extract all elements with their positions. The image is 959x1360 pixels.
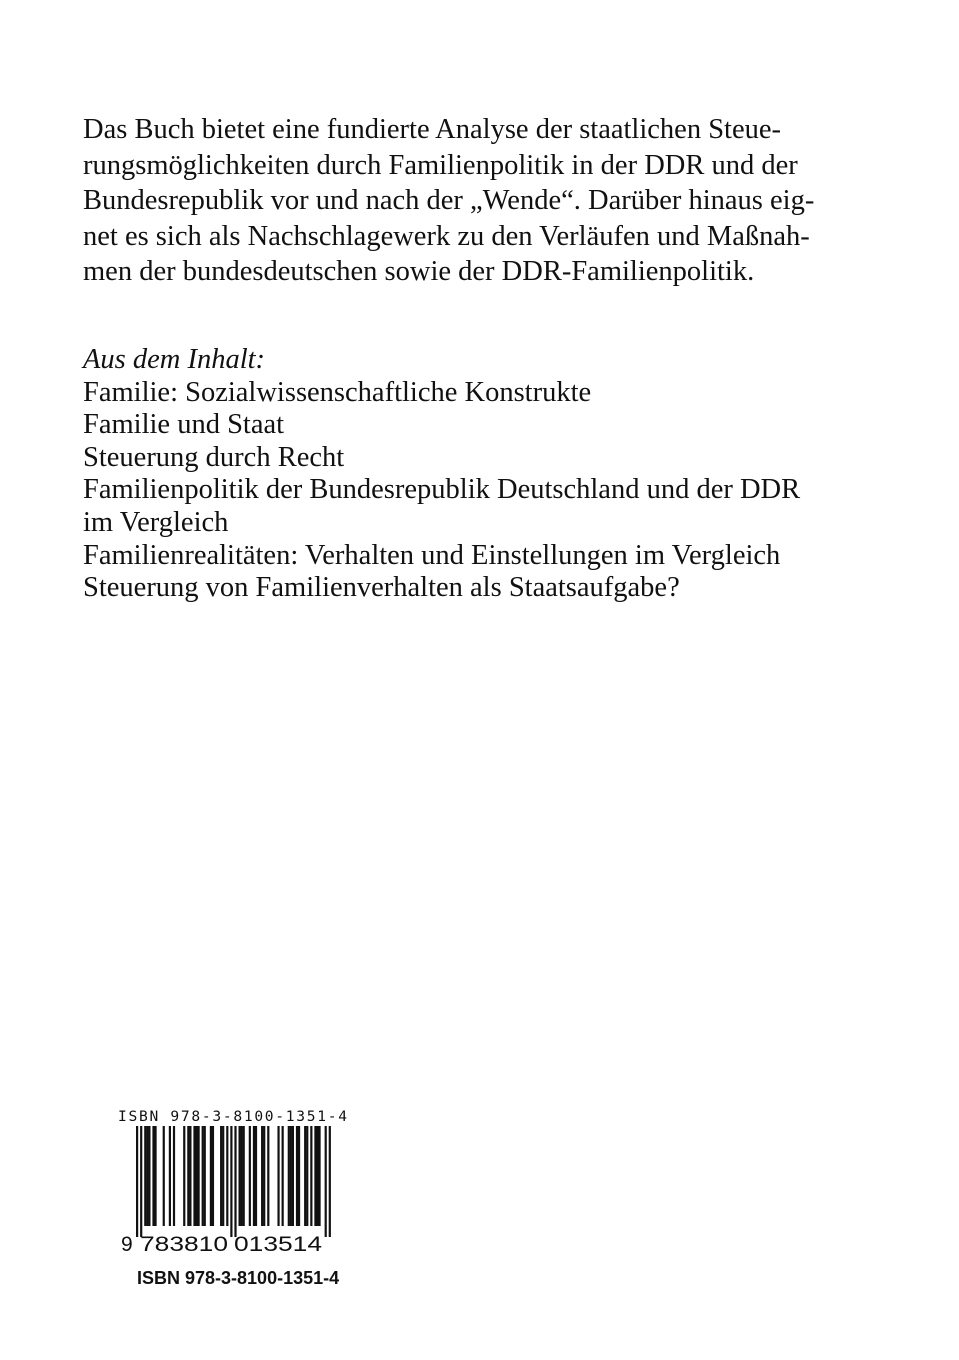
contents-heading: Aus dem Inhalt:	[83, 344, 266, 375]
barcode-bar	[204, 1126, 206, 1226]
barcode-bar	[146, 1126, 148, 1226]
barcode-bar	[318, 1126, 320, 1226]
contents-item: Familie und Staat	[83, 409, 285, 441]
barcode-guard-bar	[136, 1126, 138, 1237]
barcode-bar	[288, 1126, 290, 1226]
barcode-bar	[173, 1126, 175, 1226]
barcode-bar	[239, 1126, 241, 1226]
barcode-bar	[189, 1126, 191, 1226]
barcode-bar	[277, 1126, 279, 1226]
barcode-bar	[212, 1126, 214, 1226]
barcode-bar	[222, 1126, 224, 1226]
barcode-bar	[195, 1126, 197, 1226]
barcode-bar	[253, 1126, 255, 1226]
barcode-bar	[298, 1126, 300, 1226]
barcode-bar	[144, 1126, 146, 1226]
barcode-bar	[267, 1126, 269, 1226]
barcode-bar	[314, 1126, 316, 1226]
blurb-line: rungsmöglichkeiten durch Familienpolitik in der DDR und der	[83, 149, 798, 181]
contents-item: Familie: Sozialwissenschaftliche Konstrukte	[83, 376, 592, 408]
blurb-line: Das Buch bietet eine fundierte Analyse der staatlichen Steue-	[83, 114, 781, 145]
barcode-bar	[148, 1126, 150, 1226]
barcode-bar	[169, 1126, 171, 1226]
barcode-isbn-caption: ISBN 978-3-8100-1351-4	[118, 1108, 349, 1125]
contents-item: Familienpolitik der Bundesrepublik Deutschland und der DDR	[83, 474, 801, 506]
barcode-bar	[292, 1126, 294, 1226]
barcode-bar	[198, 1126, 200, 1226]
barcode-bar	[263, 1126, 265, 1226]
barcode-bar	[154, 1126, 156, 1226]
table-of-contents	[83, 344, 883, 605]
ean13-barcode	[117, 1126, 347, 1260]
contents-item: im Vergleich	[83, 506, 229, 538]
barcode-bar	[220, 1126, 222, 1226]
barcode-digits-right: 013514	[234, 1233, 323, 1256]
isbn-footer: ISBN 978-3-8100-1351-4	[137, 1268, 340, 1288]
barcode-bar	[282, 1126, 284, 1226]
blurb-paragraph	[83, 112, 853, 290]
barcode-block	[117, 1109, 367, 1260]
blurb-line: men der bundesdeutschen sowie der DDR-Familienpolitik.	[83, 256, 755, 287]
barcode-bar	[210, 1126, 212, 1226]
blurb-line: net es sich als Nachschlagewerk zu den Verläufen und Maßnah-	[83, 220, 810, 252]
barcode-bar	[226, 1126, 228, 1226]
barcode-bar	[241, 1126, 243, 1226]
contents-item: Familienrealitäten: Verhalten und Einstellungen im Vergleich	[83, 539, 781, 571]
barcode-digit-first: 9	[121, 1233, 133, 1256]
barcode-guard-bar	[230, 1126, 232, 1237]
barcode-bar	[310, 1126, 312, 1226]
barcode-bar	[316, 1126, 318, 1226]
barcode-bar	[152, 1126, 154, 1226]
barcode-bar	[163, 1126, 165, 1226]
barcode-bar	[306, 1126, 308, 1226]
blurb-line: Bundesrepublik vor und nach der „Wende“. Darüber hinaus eig-	[83, 185, 815, 216]
barcode-bar	[304, 1126, 306, 1226]
barcode-bar	[193, 1126, 195, 1226]
barcode-guard-bar	[140, 1126, 142, 1237]
barcode-guard-bar	[234, 1126, 236, 1237]
barcode-bar	[261, 1126, 263, 1226]
barcode-bar	[296, 1126, 298, 1226]
barcode-digits-left: 783810	[140, 1233, 228, 1256]
barcode-bar	[243, 1126, 245, 1226]
barcode-bar	[290, 1126, 292, 1226]
contents-item: Steuerung von Familienverhalten als Staatsaufgabe?	[83, 572, 680, 604]
barcode-bar	[202, 1126, 204, 1226]
contents-item: Steuerung durch Recht	[83, 441, 345, 473]
barcode-bar	[187, 1126, 189, 1226]
barcode-bar	[255, 1126, 257, 1226]
barcode-bar	[183, 1126, 185, 1226]
barcode-guard-bar	[325, 1126, 327, 1237]
barcode-bar	[249, 1126, 251, 1226]
barcode-guard-bar	[329, 1126, 331, 1237]
